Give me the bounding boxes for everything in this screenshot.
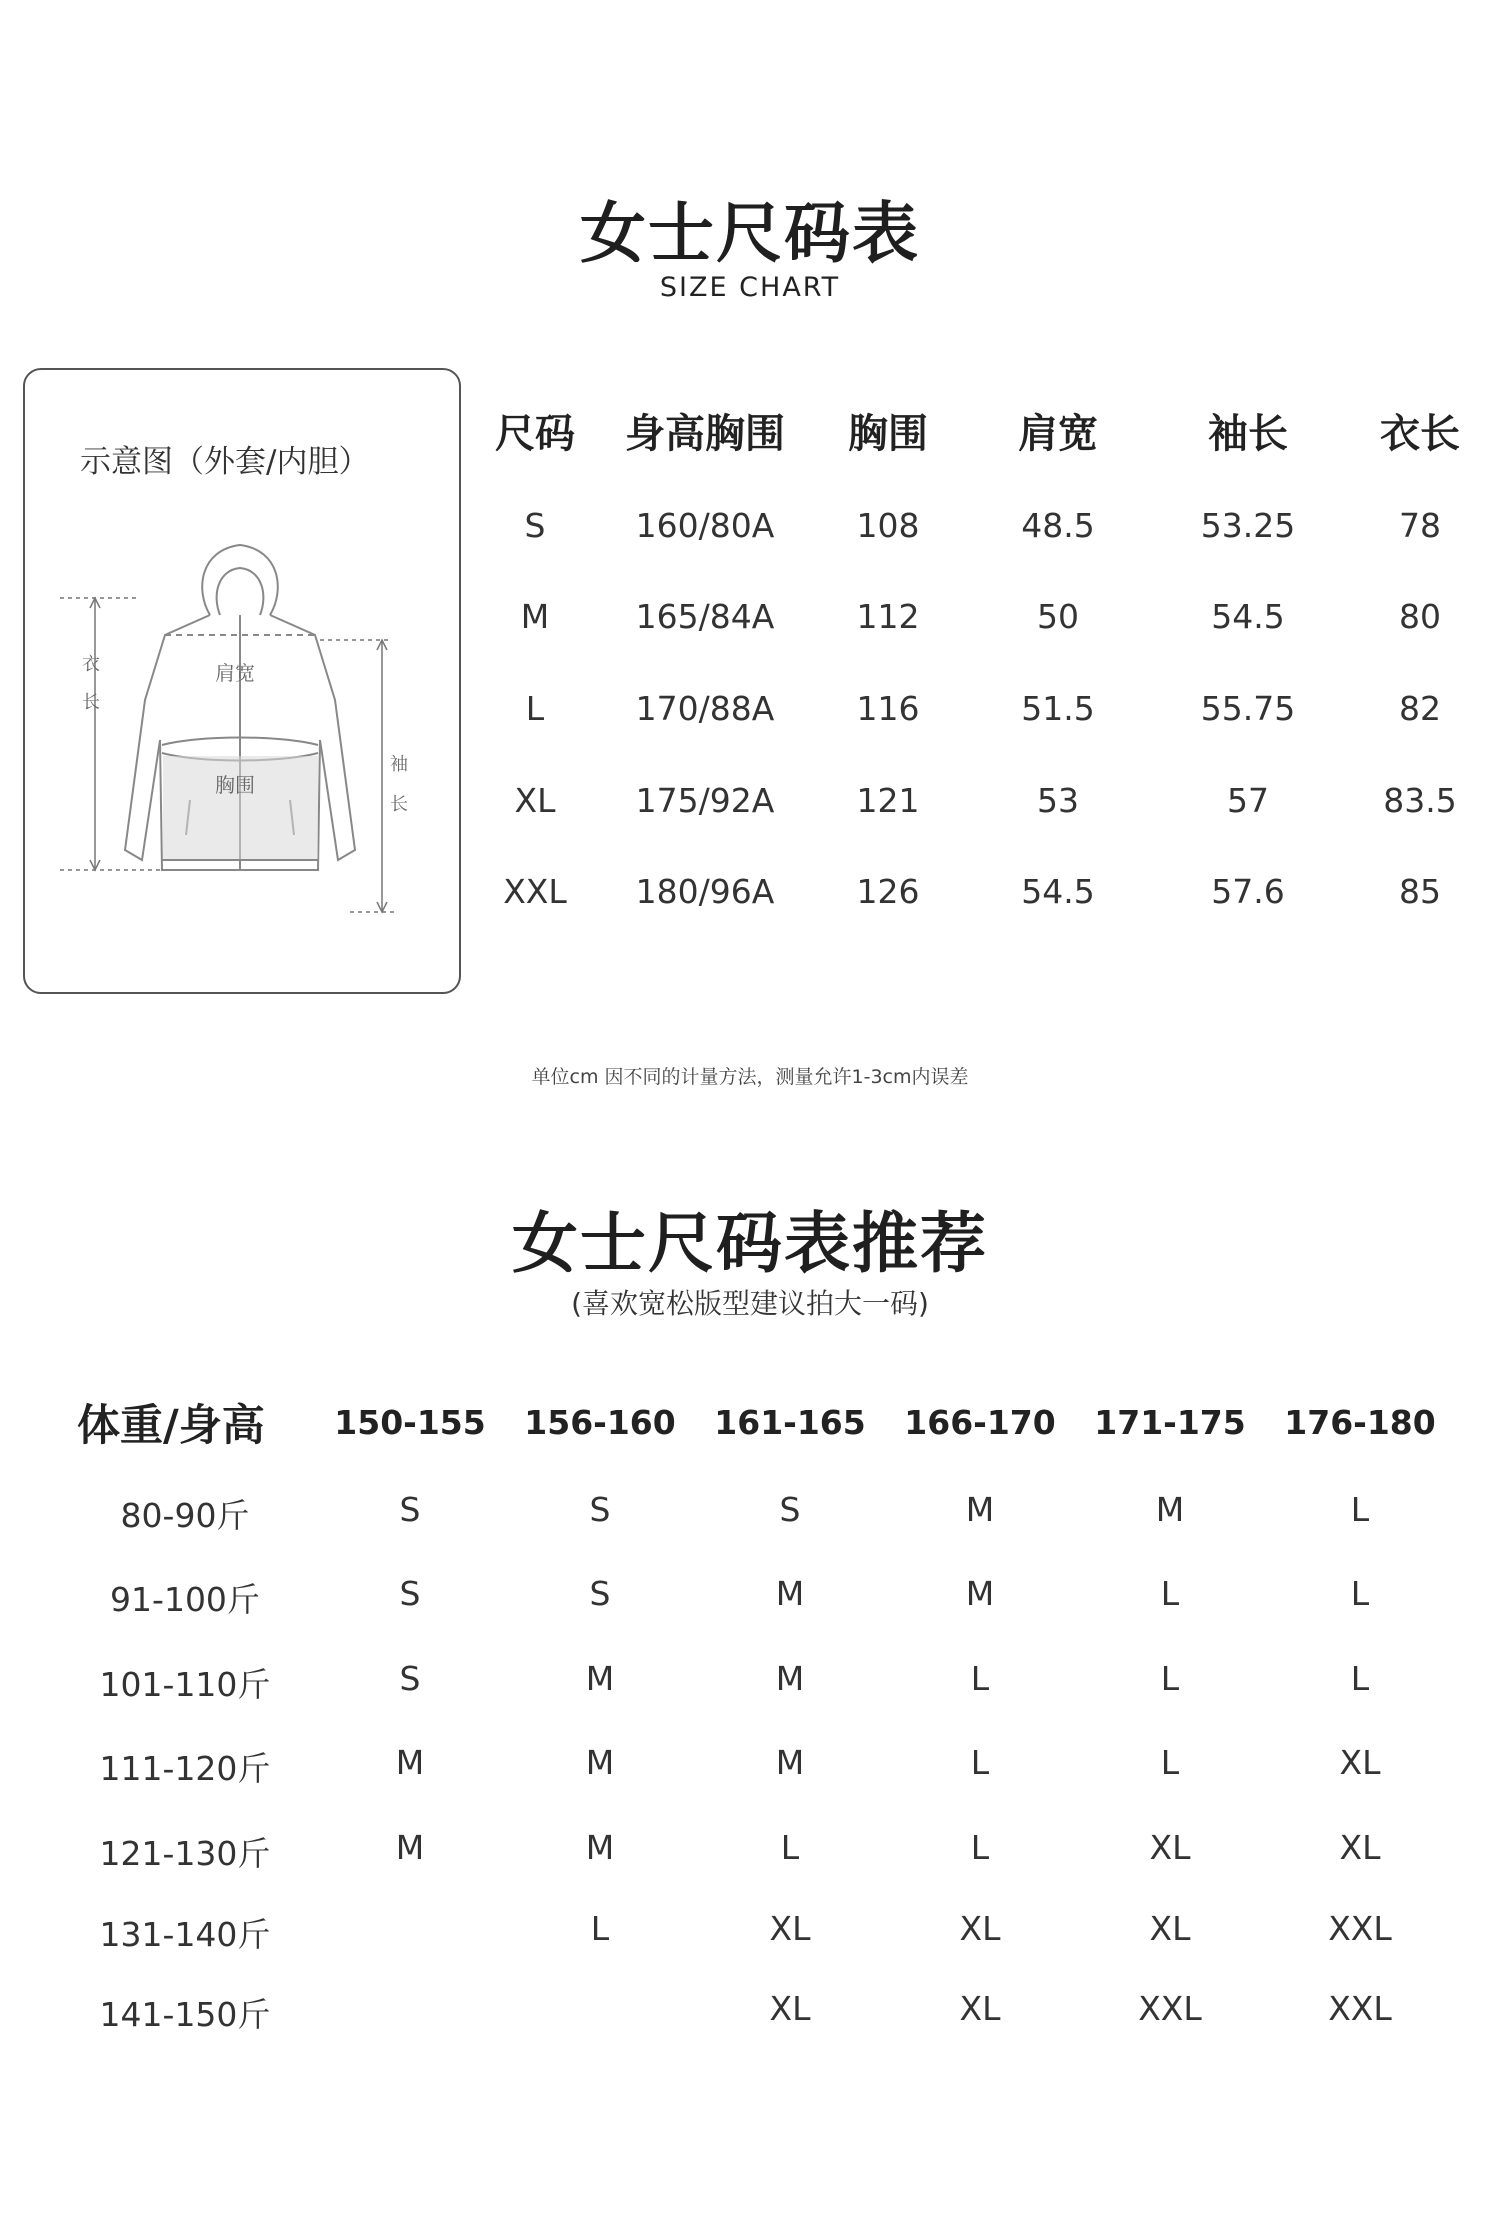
size-table-header: 袖长: [1208, 411, 1288, 457]
jacket-diagram-icon: [50, 530, 430, 930]
recommend-size-cell: M: [965, 1490, 995, 1529]
size-table-cell: M: [520, 597, 550, 636]
recommend-size-cell: XL: [1339, 1743, 1381, 1782]
size-table-cell: S: [524, 506, 546, 545]
size-table-cell: 53: [1037, 781, 1079, 820]
recommend-size-cell: S: [399, 1659, 421, 1698]
diagram-label: 示意图（外套/内胆）: [80, 444, 370, 480]
recommend-size-cell: S: [399, 1574, 421, 1613]
size-table-cell: 83.5: [1383, 781, 1457, 820]
sleeve-mark-top: 袖: [390, 754, 408, 775]
recommend-size-cell: XL: [1149, 1909, 1191, 1948]
size-table-cell: 112: [856, 597, 920, 636]
recommend-subtitle: (喜欢宽松版型建议拍大一码): [571, 1287, 929, 1320]
recommend-height-header: 161-165: [714, 1403, 866, 1442]
recommend-weight-label: 121-130斤: [99, 1834, 271, 1873]
recommend-size-cell: L: [970, 1743, 990, 1782]
recommend-size-cell: L: [1160, 1743, 1180, 1782]
recommend-height-header: 166-170: [904, 1403, 1056, 1442]
recommend-size-cell: L: [780, 1828, 800, 1867]
size-table-cell: XL: [514, 781, 556, 820]
size-table-cell: 53.25: [1200, 506, 1296, 545]
recommend-size-cell: M: [965, 1574, 995, 1613]
shoulder-mark: 肩宽: [215, 661, 255, 685]
size-table-cell: 85: [1399, 872, 1441, 911]
length-mark-top: 衣: [82, 654, 100, 675]
size-table-cell: 121: [856, 781, 920, 820]
size-table-cell: 108: [856, 506, 920, 545]
recommend-weight-label: 111-120斤: [99, 1749, 271, 1788]
recommend-corner-header: 体重/身高: [77, 1401, 265, 1451]
recommend-height-header: 156-160: [524, 1403, 676, 1442]
size-table-cell: 175/92A: [635, 781, 775, 820]
recommend-size-cell: L: [590, 1909, 610, 1948]
size-table-cell: 116: [856, 689, 920, 728]
size-table-cell: 54.5: [1021, 872, 1095, 911]
size-chart-subtitle: SIZE CHART: [659, 272, 841, 303]
size-table-cell: 165/84A: [635, 597, 775, 636]
size-table-cell: 48.5: [1021, 506, 1095, 545]
recommend-height-header: 176-180: [1284, 1403, 1436, 1442]
recommend-size-cell: M: [395, 1828, 425, 1867]
size-table-header: 身高胸围: [625, 411, 785, 457]
size-table-header: 衣长: [1380, 411, 1460, 457]
recommend-size-cell: S: [779, 1490, 801, 1529]
recommend-size-cell: XXL: [1138, 1989, 1202, 2028]
size-table-cell: 180/96A: [635, 872, 775, 911]
recommend-size-cell: XL: [769, 1989, 811, 2028]
size-table-cell: 82: [1399, 689, 1441, 728]
recommend-size-cell: L: [1160, 1574, 1180, 1613]
recommend-size-cell: L: [1160, 1659, 1180, 1698]
size-table-header: 胸围: [848, 411, 928, 457]
recommend-size-cell: L: [1350, 1490, 1370, 1529]
chest-mark: 胸围: [215, 773, 255, 797]
recommend-size-cell: M: [585, 1828, 615, 1867]
recommend-size-cell: M: [775, 1574, 805, 1613]
recommend-weight-label: 131-140斤: [99, 1915, 271, 1954]
recommend-size-cell: XXL: [1328, 1989, 1392, 2028]
size-table-cell: 80: [1399, 597, 1441, 636]
size-table-cell: 54.5: [1211, 597, 1285, 636]
recommend-size-cell: L: [970, 1828, 990, 1867]
size-table-cell: L: [525, 689, 545, 728]
recommend-size-cell: M: [585, 1659, 615, 1698]
size-table-cell: 57.6: [1211, 872, 1285, 911]
recommend-size-cell: S: [399, 1490, 421, 1529]
size-table-cell: 160/80A: [635, 506, 775, 545]
sleeve-mark-bottom: 长: [390, 794, 408, 815]
recommend-size-cell: M: [585, 1743, 615, 1782]
recommend-size-cell: M: [395, 1743, 425, 1782]
recommend-height-header: 150-155: [334, 1403, 486, 1442]
size-table-cell: 170/88A: [635, 689, 775, 728]
size-table-cell: 51.5: [1021, 689, 1095, 728]
size-table-cell: 126: [856, 872, 920, 911]
length-mark-bottom: 长: [82, 692, 100, 713]
recommend-size-cell: M: [775, 1659, 805, 1698]
recommend-height-header: 171-175: [1094, 1403, 1246, 1442]
recommend-title: 女士尺码表推荐: [512, 1205, 988, 1282]
recommend-size-cell: M: [775, 1743, 805, 1782]
recommend-size-cell: L: [1350, 1574, 1370, 1613]
recommend-weight-label: 101-110斤: [99, 1665, 271, 1704]
recommend-size-cell: XL: [1149, 1828, 1191, 1867]
size-table-cell: 78: [1399, 506, 1441, 545]
size-table-cell: 57: [1227, 781, 1269, 820]
recommend-size-cell: XL: [769, 1909, 811, 1948]
recommend-weight-label: 91-100斤: [110, 1580, 260, 1619]
recommend-size-cell: XL: [959, 1989, 1001, 2028]
size-table-cell: XXL: [503, 872, 567, 911]
recommend-size-cell: XL: [1339, 1828, 1381, 1867]
recommend-size-cell: S: [589, 1490, 611, 1529]
size-table-header: 尺码: [495, 411, 575, 457]
size-chart-title: 女士尺码表: [580, 195, 920, 272]
size-table-header: 肩宽: [1018, 411, 1098, 457]
recommend-size-cell: M: [1155, 1490, 1185, 1529]
recommend-weight-label: 80-90斤: [120, 1496, 250, 1535]
measurement-note: 单位cm 因不同的计量方法，测量允许1-3cm内误差: [531, 1066, 969, 1088]
recommend-size-cell: L: [1350, 1659, 1370, 1698]
recommend-size-cell: L: [970, 1659, 990, 1698]
size-table-cell: 50: [1037, 597, 1079, 636]
recommend-size-cell: S: [589, 1574, 611, 1613]
recommend-weight-label: 141-150斤: [99, 1995, 271, 2034]
size-table-cell: 55.75: [1200, 689, 1296, 728]
recommend-size-cell: XXL: [1328, 1909, 1392, 1948]
recommend-size-cell: XL: [959, 1909, 1001, 1948]
